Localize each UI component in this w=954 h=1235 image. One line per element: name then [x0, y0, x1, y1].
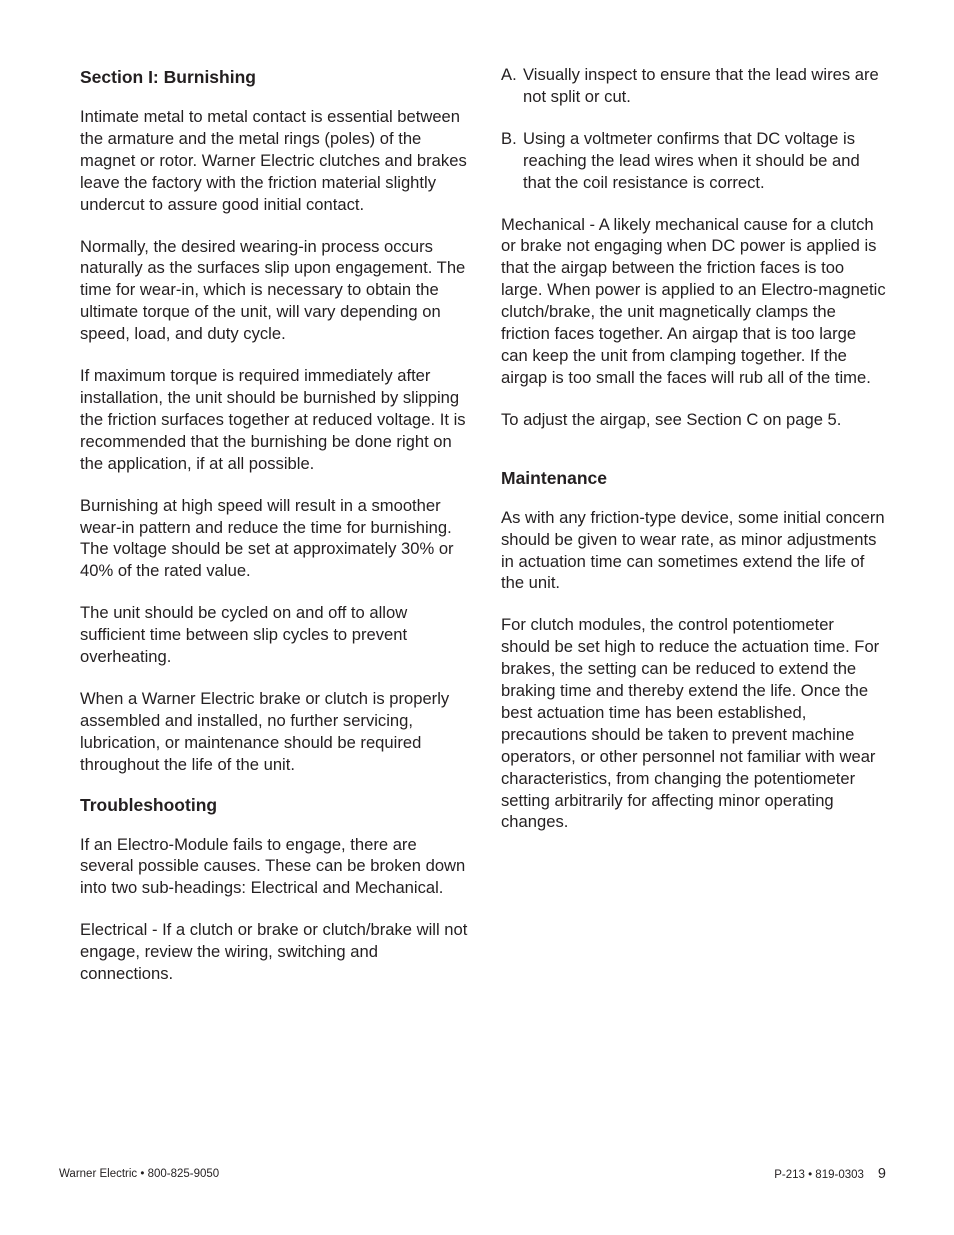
- list-item-a: [501, 64, 886, 108]
- paragraph: If maximum torque is required immediately after installation, the unit should be burnished by slipping the friction surfaces together at reduced voltage. It is recommended that the burnishing be done right on the application, if at all possible.: [80, 366, 466, 473]
- footer-doc-number: P-213 • 819-0303: [774, 1169, 864, 1181]
- list-text: Visually inspect to ensure that the lead wires are not split or cut.: [523, 65, 879, 106]
- list-text: Using a voltmeter confirms that DC voltage is reaching the lead wires when it should be and that the coil resistance is correct.: [523, 128, 860, 192]
- right-column: [501, 64, 886, 833]
- paragraph: If an Electro-Module fails to engage, there are several possible causes. These can be broken down into two sub-headings: Electrical and Mechanical.: [80, 834, 466, 898]
- left-column: [80, 64, 472, 985]
- list-item-b: [501, 128, 886, 194]
- section-heading-maintenance: Maintenance: [501, 467, 607, 488]
- electrical-label: Electrical: [80, 920, 148, 940]
- paragraph: The unit should be cycled on and off to allow sufficient time between slip cycles to prevent overheating.: [80, 603, 408, 667]
- paragraph: Intimate metal to metal contact is essential between the armature and the metal rings (poles) of the magnet or rotor. Warner Electric clutches and brakes leave the factory with the friction material slightly undercut to assure good initial contact.: [80, 107, 467, 214]
- mechanical-label: Mechanical: [501, 214, 585, 234]
- paragraph: For clutch modules, the control potentiometer should be set high to reduce the actuation time. For brakes, the setting can be reduced to extend the braking time and thereby extend the life. Once the best actuation time has been established, precautions should be taken to prevent machine operators, or other personnel not familiar with wear characteristics, from changing the potentiometer setting arbitrarily for affecting minor operating changes.: [501, 615, 880, 832]
- list-letter: A.: [501, 65, 517, 84]
- footer-company: Warner Electric • 800-825-9050: [59, 1168, 220, 1180]
- footer-right: [774, 1166, 886, 1183]
- mechanical-text: - A likely mechanical cause for a clutch or brake not engaging when DC power is applied is that the airgap between the friction faces is too large. When power is applied to an Electro-magnetic clutch/brake, the unit magnetically clamps the friction faces together. An airgap that is too large can keep the unit from clamping together. If the airgap is too small the faces will rub all of the time.: [501, 214, 886, 387]
- mechanical-paragraph: [501, 214, 886, 389]
- electrical-text: - If a clutch or brake or clutch/brake will not engage, review the wiring, switching and connections.: [80, 920, 468, 984]
- electrical-paragraph: [80, 919, 472, 985]
- list-letter: B.: [501, 128, 517, 148]
- paragraph: To adjust the airgap, see Section C on page 5.: [501, 409, 842, 429]
- page-number: 9: [877, 1166, 886, 1182]
- paragraph: As with any friction-type device, some initial concern should be given to wear rate, as minor adjustments in actuation time can sometimes extend the life of the unit.: [501, 507, 885, 593]
- paragraph: When a Warner Electric brake or clutch is properly assembled and installed, no further servicing, lubrication, or maintenance should be required throughout the life of the unit.: [80, 688, 450, 774]
- section-heading-burnishing: Section I: Burnishing: [80, 67, 256, 87]
- paragraph: Normally, the desired wearing-in process occurs naturally as the surfaces slip upon engagement. The time for wear-in, which is necessary to obtain the ultimate torque of the unit, will vary depending on speed, load, and duty cycle.: [80, 236, 466, 344]
- section-heading-troubleshooting: Troubleshooting: [80, 794, 218, 815]
- paragraph: Burnishing at high speed will result in a smoother wear-in pattern and reduce the time for burnishing. The voltage should be set at approximately 30% or 40% of the rated value.: [80, 495, 454, 581]
